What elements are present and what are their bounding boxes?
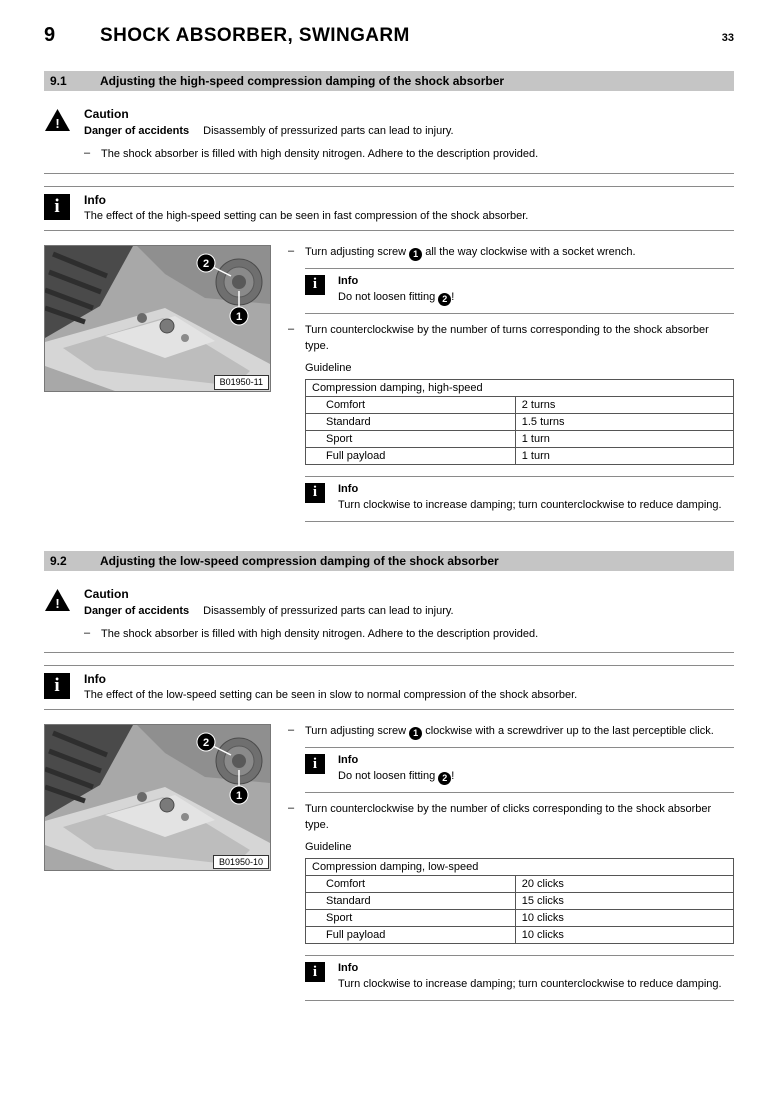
svg-text:!: ! [55, 116, 60, 131]
callout-2-inline: 2 [438, 293, 451, 306]
closing-info-block [305, 955, 734, 1001]
table-header-row [306, 859, 734, 876]
step-text [305, 724, 734, 740]
info-text: The effect of the low-speed setting can be seen in slow to normal compression of the shock absorber. [84, 689, 578, 702]
table-row [306, 430, 734, 447]
info-icon: i [44, 673, 70, 699]
warning-triangle-icon [44, 108, 84, 132]
caution-block [44, 101, 734, 174]
table-header-cell: Compression damping, high-speed [306, 379, 734, 396]
inner-info-block [305, 747, 734, 793]
closing-info-block [305, 476, 734, 522]
step-item [288, 802, 734, 834]
info-icon: i [305, 275, 325, 295]
figure-callout-2: 2 [202, 737, 210, 750]
table-cell-type: Sport [306, 910, 516, 927]
dash-bullet: – [288, 802, 295, 815]
info-icon: i [305, 483, 325, 503]
step-item [288, 245, 734, 261]
inner-info-text [338, 769, 734, 785]
table-cell-value: 10 clicks [515, 927, 733, 944]
dash-bullet: – [84, 626, 91, 639]
info-block [44, 665, 734, 710]
step-item [288, 323, 734, 355]
caution-bullet [84, 147, 734, 162]
table-row [306, 910, 734, 927]
svg-text:!: ! [55, 595, 60, 611]
table-cell-type: Standard [306, 413, 516, 430]
info-label: Info [338, 482, 359, 495]
danger-line [84, 604, 734, 619]
callout-2-inline: 2 [438, 772, 451, 785]
caution-label: Caution [84, 107, 129, 121]
table-row [306, 927, 734, 944]
info-label: Info [338, 274, 359, 287]
figure-photo [44, 245, 271, 392]
table-cell-value: 10 clicks [515, 910, 733, 927]
info-icon: i [305, 754, 325, 774]
caution-bullet [84, 627, 734, 642]
step-text: Turn counterclockwise by the number of clicks corresponding to the shock absorber type. [305, 803, 712, 832]
section-body [44, 724, 734, 1010]
guideline-label: Guideline [305, 361, 352, 374]
section-9-2 [44, 551, 734, 1011]
danger-label: Danger of accidents [84, 604, 190, 617]
caution-block [44, 581, 734, 654]
table-cell-type: Comfort [306, 876, 516, 893]
table-row [306, 447, 734, 464]
steps-column [288, 245, 734, 531]
section-number: 9.2 [50, 553, 67, 568]
table-cell-value: 20 clicks [515, 876, 733, 893]
guideline-table [305, 858, 734, 944]
danger-line [84, 124, 734, 139]
step-text: Turn counterclockwise by the number of turns corresponding to the shock absorber type. [305, 323, 709, 352]
step-text-pre: Turn adjusting screw [305, 725, 407, 738]
dash-bullet: – [288, 322, 295, 335]
step-text [305, 245, 734, 261]
figure-callout-1: 1 [235, 310, 243, 323]
table-cell-type: Standard [306, 893, 516, 910]
step-item [288, 724, 734, 740]
inner-info-text [338, 290, 734, 306]
inner-info-post: ! [451, 770, 455, 783]
guideline-table [305, 379, 734, 465]
step-text-post: clockwise with a screwdriver up to the last perceptible click. [425, 725, 714, 738]
figure-caption: B01950-11 [214, 375, 269, 390]
callout-1-inline: 1 [409, 248, 422, 261]
table-row [306, 413, 734, 430]
table-row [306, 893, 734, 910]
section-9-1 [44, 71, 734, 531]
inner-info-pre: Do not loosen fitting [338, 770, 436, 783]
table-cell-type: Sport [306, 430, 516, 447]
figure-photo [44, 724, 271, 871]
figure-callout-1: 1 [235, 790, 243, 803]
danger-text: Disassembly of pressurized parts can lead to injury. [203, 604, 454, 617]
warning-triangle-icon [44, 588, 84, 612]
figure-callout-2: 2 [202, 257, 210, 270]
chapter-number: 9 [44, 24, 56, 46]
danger-label: Danger of accidents [84, 125, 190, 137]
chapter-header [44, 24, 734, 47]
swingarm-photo-illustration [45, 246, 270, 391]
table-cell-type: Full payload [306, 447, 516, 464]
section-title: Adjusting the low-speed compression damping of the shock absorber [100, 553, 499, 568]
table-row [306, 396, 734, 413]
section-number: 9.1 [50, 74, 67, 88]
page-number: 33 [721, 32, 734, 44]
section-header-bar [44, 71, 734, 91]
caution-bullet-text: The shock absorber is filled with high density nitrogen. Adhere to the description provided. [101, 627, 539, 640]
info-label: Info [84, 672, 106, 687]
caution-bullet-text: The shock absorber is filled with high density nitrogen. Adhere to the description provided. [101, 148, 539, 161]
table-cell-value: 15 clicks [515, 893, 733, 910]
section-body [44, 245, 734, 531]
info-icon: i [44, 194, 70, 220]
table-cell-value: 1 turn [515, 430, 733, 447]
inner-info-pre: Do not loosen fitting [338, 290, 436, 303]
swingarm-photo-illustration [45, 725, 270, 870]
table-header-row [306, 379, 734, 396]
table-cell-value: 1.5 turns [515, 413, 733, 430]
info-block [44, 186, 734, 231]
info-icon: i [305, 962, 325, 982]
guideline-label: Guideline [305, 841, 352, 854]
inner-info-post: ! [451, 290, 455, 303]
step-text-post: all the way clockwise with a socket wrench. [425, 245, 636, 258]
dash-bullet: – [84, 147, 91, 160]
inner-info-block [305, 268, 734, 314]
table-cell-type: Comfort [306, 396, 516, 413]
table-cell-value: 1 turn [515, 447, 733, 464]
info-label: Info [338, 754, 359, 767]
step-text-pre: Turn adjusting screw [305, 245, 407, 258]
info-icon-column [44, 193, 84, 222]
closing-info-text: Turn clockwise to increase damping; turn counterclockwise to reduce damping. [338, 978, 722, 991]
caution-icon-column [44, 107, 84, 163]
chapter-title: SHOCK ABSORBER, SWINGARM [100, 25, 410, 46]
dash-bullet: – [288, 724, 295, 737]
table-cell-value: 2 turns [515, 396, 733, 413]
callout-1-inline: 1 [409, 727, 422, 740]
caution-label: Caution [84, 586, 129, 601]
danger-text: Disassembly of pressurized parts can lead to injury. [203, 125, 454, 137]
table-row [306, 876, 734, 893]
table-cell-type: Full payload [306, 927, 516, 944]
section-title: Adjusting the high-speed compression damping of the shock absorber [100, 74, 505, 88]
steps-column [288, 724, 734, 1010]
section-header-bar [44, 551, 734, 571]
info-icon-column [44, 672, 84, 701]
closing-info-text: Turn clockwise to increase damping; turn counterclockwise to reduce damping. [338, 498, 722, 511]
info-label: Info [338, 962, 359, 975]
figure-caption: B01950-10 [213, 855, 269, 870]
info-label: Info [84, 192, 106, 207]
caution-icon-column [44, 587, 84, 643]
info-text: The effect of the high-speed setting can be seen in fast compression of the shock absorber. [84, 209, 529, 222]
dash-bullet: – [288, 244, 295, 257]
table-header-cell: Compression damping, low-speed [306, 859, 734, 876]
